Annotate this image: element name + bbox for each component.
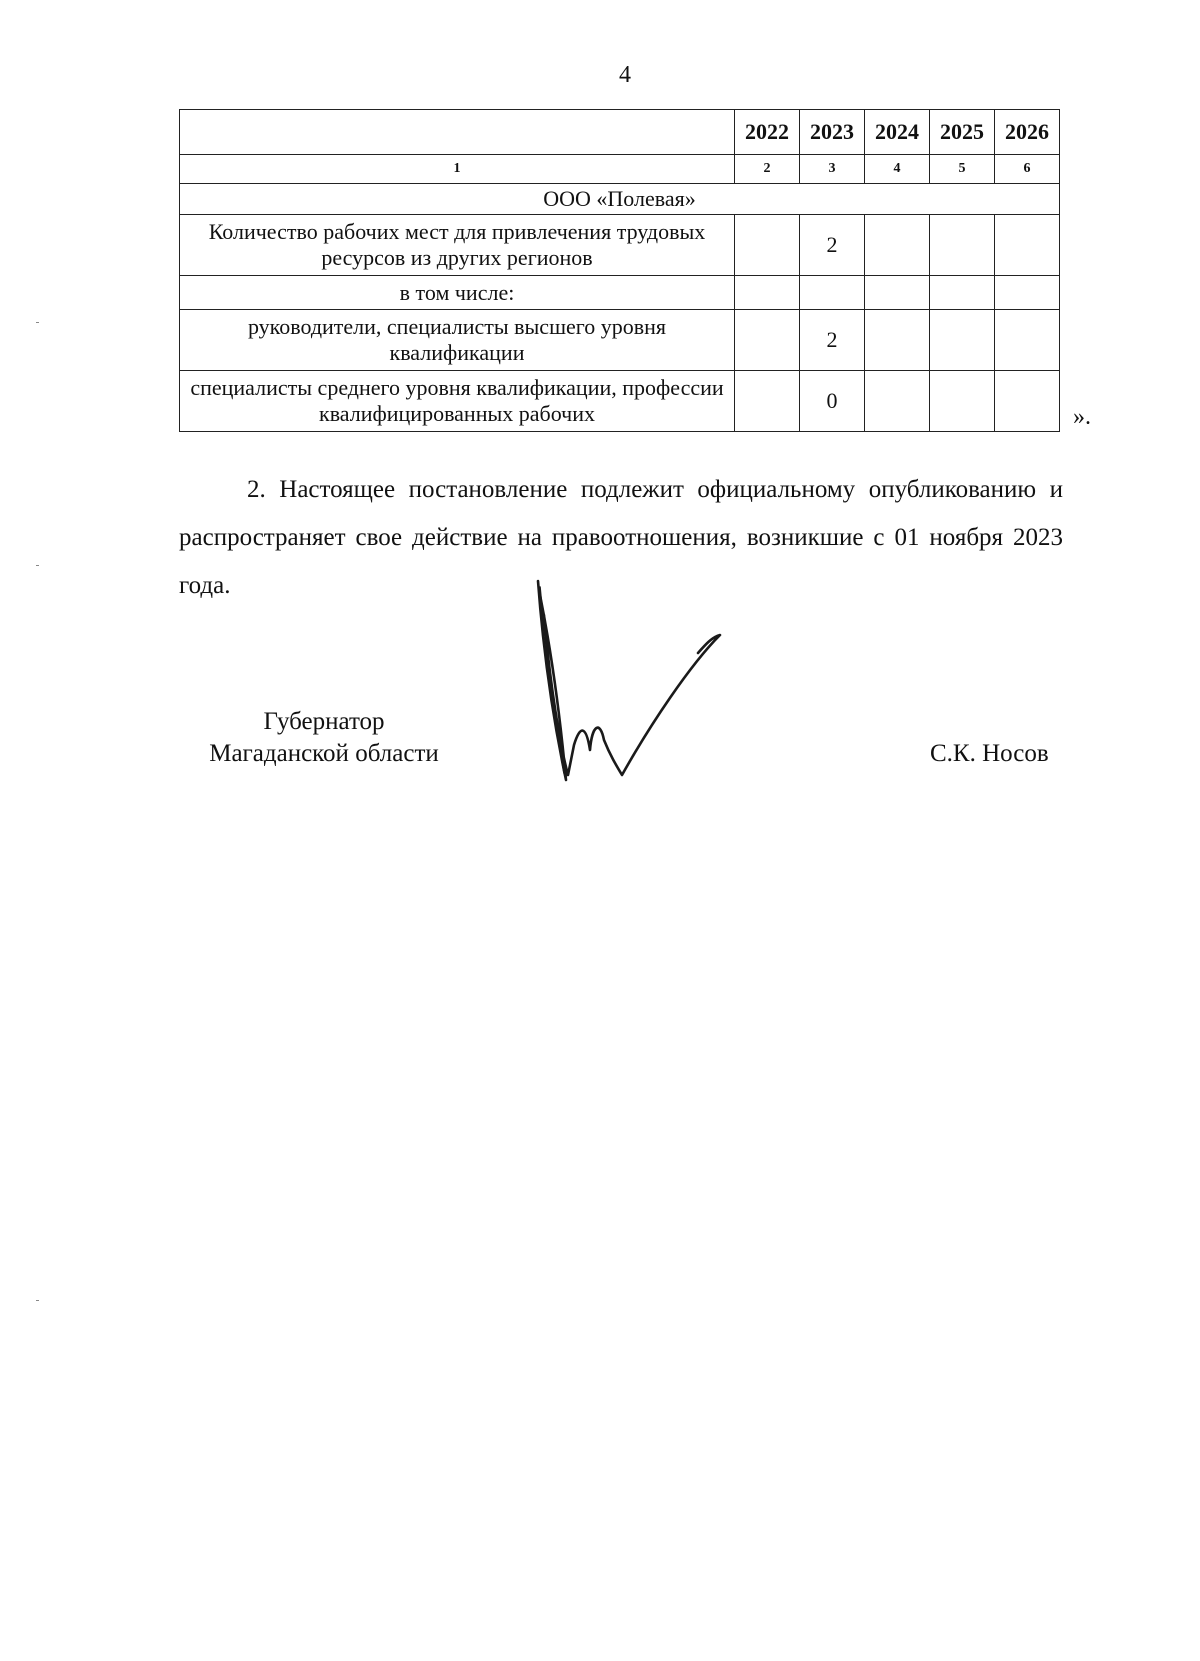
row-label: в том числе:	[180, 276, 735, 310]
year-header-2025: 2025	[930, 110, 995, 155]
signatory-name: С.К. Носов	[930, 740, 1049, 767]
header-label-cell	[180, 110, 735, 155]
value-cell	[930, 276, 995, 310]
column-number: 1	[180, 155, 735, 184]
org-name: ООО «Полевая»	[180, 184, 1060, 215]
value-cell	[995, 215, 1060, 276]
column-number: 2	[735, 155, 800, 184]
handwritten-signature	[530, 575, 770, 805]
position-line: Губернатор	[263, 708, 385, 735]
value-cell	[865, 215, 930, 276]
page-number: 4	[619, 62, 631, 88]
closing-quote: ».	[1073, 404, 1091, 430]
row-label: специалисты среднего уровня квалификации, профессии квалифицированных рабочих	[180, 371, 735, 432]
value-cell	[865, 310, 930, 371]
row-label: Количество рабочих мест для привлечения трудовых ресурсов из других регионов	[180, 215, 735, 276]
value-cell	[735, 215, 800, 276]
value-cell	[930, 371, 995, 432]
value-cell	[995, 371, 1060, 432]
column-number-row	[180, 155, 1060, 184]
value-cell	[800, 276, 865, 310]
year-header-row	[180, 110, 1060, 155]
scan-speck	[36, 565, 39, 566]
position-line: Магаданской области	[209, 740, 439, 767]
year-header-2026: 2026	[995, 110, 1060, 155]
year-header-2024: 2024	[865, 110, 930, 155]
scan-speck	[36, 1300, 39, 1301]
signatory-position	[179, 706, 469, 770]
value-cell	[930, 310, 995, 371]
value-cell	[995, 310, 1060, 371]
row-label: руководители, специалисты высшего уровня квалификации	[180, 310, 735, 371]
value-cell	[995, 276, 1060, 310]
column-number: 4	[865, 155, 930, 184]
column-number: 6	[995, 155, 1060, 184]
column-number: 5	[930, 155, 995, 184]
table-row	[180, 371, 1060, 432]
value-cell: 0	[800, 371, 865, 432]
table-row	[180, 310, 1060, 371]
staffing-table	[179, 109, 1060, 432]
column-number: 3	[800, 155, 865, 184]
value-cell	[865, 371, 930, 432]
org-row	[180, 184, 1060, 215]
table-row	[180, 276, 1060, 310]
value-cell: 2	[800, 215, 865, 276]
value-cell	[735, 310, 800, 371]
value-cell: 2	[800, 310, 865, 371]
value-cell	[930, 215, 995, 276]
value-cell	[735, 276, 800, 310]
value-cell	[735, 371, 800, 432]
year-header-2022: 2022	[735, 110, 800, 155]
resolution-paragraph: 2. Настоящее постановление подлежит официальному опубликованию и распространяет свое действие на правоотношения, возникшие с 01 ноября 2023 года.	[179, 476, 1063, 599]
year-header-2023: 2023	[800, 110, 865, 155]
scan-speck	[36, 322, 39, 323]
value-cell	[865, 276, 930, 310]
table-row	[180, 215, 1060, 276]
